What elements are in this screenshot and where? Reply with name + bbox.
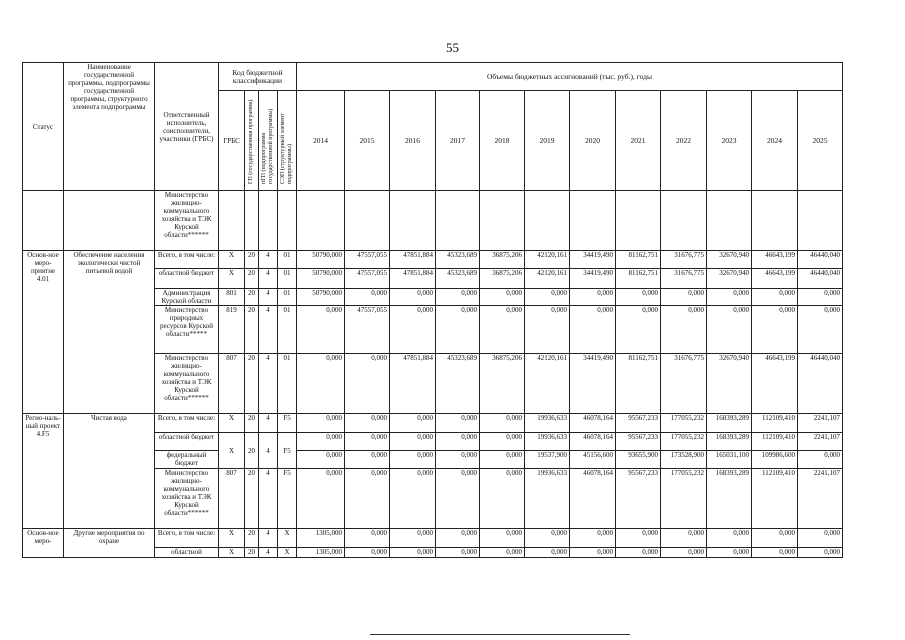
value-cell: 36875,206 <box>480 354 525 414</box>
header-sep: СЭП (структурный элемент подпрограммы) <box>278 91 297 191</box>
value-cell: 112109,410 <box>752 469 798 529</box>
grbs-cell: X <box>219 529 245 548</box>
value-cell: 0,000 <box>616 289 661 306</box>
value-cell: 31676,775 <box>661 354 707 414</box>
value-cell: 46643,199 <box>752 251 798 269</box>
executor-cell: Всего, в том числе: <box>155 414 219 433</box>
gp-cell: 20 <box>245 269 259 289</box>
sep-cell: X <box>278 529 297 548</box>
value-cell: 112109,410 <box>752 414 798 433</box>
value-cell: 45323,689 <box>436 251 480 269</box>
gp-cell: 20 <box>245 529 259 548</box>
value-cell: 47557,055 <box>345 251 390 269</box>
value-cell: 0,000 <box>390 469 436 529</box>
header-gp: ГП (государственная программа) <box>245 91 259 191</box>
value-cell <box>345 191 390 251</box>
value-cell: 31676,775 <box>661 269 707 289</box>
header-year: 2025 <box>798 91 843 191</box>
grbs-cell: 807 <box>219 354 245 414</box>
status-cell: Основ-ное меро-приятие 4.01 <box>23 251 64 414</box>
table-row <box>23 414 843 433</box>
sep-cell: 01 <box>278 306 297 354</box>
value-cell: 0,000 <box>798 548 843 558</box>
value-cell: 0,000 <box>436 469 480 529</box>
executor-cell: областной бюджет <box>155 433 219 451</box>
value-cell: 0,000 <box>345 289 390 306</box>
value-cell: 0,000 <box>480 306 525 354</box>
executor-cell: областной бюджет <box>155 269 219 289</box>
value-cell: 0,000 <box>390 306 436 354</box>
status-cell: Регио-наль-ный проект 4.F5 <box>23 414 64 529</box>
value-cell: 0,000 <box>436 451 480 469</box>
value-cell: 46643,199 <box>752 269 798 289</box>
value-cell: 19936,633 <box>525 414 570 433</box>
value-cell: 0,000 <box>390 451 436 469</box>
value-cell: 0,000 <box>436 289 480 306</box>
value-cell: 0,000 <box>525 289 570 306</box>
value-cell: 0,000 <box>570 548 616 558</box>
value-cell: 2241,107 <box>798 469 843 529</box>
pgp-cell: 4 <box>259 289 278 306</box>
value-cell: 0,000 <box>570 529 616 548</box>
value-cell: 95567,233 <box>616 414 661 433</box>
value-cell: 0,000 <box>436 433 480 451</box>
value-cell: 0,000 <box>661 306 707 354</box>
value-cell: 0,000 <box>707 548 752 558</box>
value-cell: 0,000 <box>345 354 390 414</box>
header-year: 2016 <box>390 91 436 191</box>
value-cell: 45323,689 <box>436 354 480 414</box>
grbs-cell: X <box>219 269 245 289</box>
value-cell: 0,000 <box>390 529 436 548</box>
value-cell: 0,000 <box>707 289 752 306</box>
value-cell: 46440,040 <box>798 354 843 414</box>
value-cell <box>707 191 752 251</box>
bottom-rule <box>370 634 630 635</box>
executor-cell: Всего, в том числе: <box>155 529 219 548</box>
value-cell: 0,000 <box>297 451 345 469</box>
executor-cell: Министерство жилищно-коммунального хозяйства и ТЭК Курской области****** <box>155 354 219 414</box>
header-year: 2023 <box>707 91 752 191</box>
value-cell: 31676,775 <box>661 251 707 269</box>
value-cell: 46440,040 <box>798 251 843 269</box>
value-cell: 0,000 <box>525 529 570 548</box>
executor-cell: Министерство жилищно-коммунального хозяйства и ТЭК Курской области****** <box>155 469 219 529</box>
name-cell <box>64 191 155 251</box>
value-cell: 165031,100 <box>707 451 752 469</box>
value-cell: 50790,000 <box>297 251 345 269</box>
value-cell: 46440,040 <box>798 269 843 289</box>
value-cell: 0,000 <box>480 289 525 306</box>
header-volumes: Объемы бюджетных ассигнований (тыс. руб.), годы <box>297 63 843 91</box>
value-cell: 42120,161 <box>525 354 570 414</box>
header-grbs: ГРБС <box>219 91 245 191</box>
value-cell <box>436 191 480 251</box>
value-cell: 0,000 <box>798 529 843 548</box>
value-cell: 0,000 <box>345 451 390 469</box>
status-cell <box>23 191 64 251</box>
value-cell: 0,000 <box>752 306 798 354</box>
header-budget-code: Код бюджетной классификации <box>219 63 297 91</box>
value-cell: 2241,107 <box>798 414 843 433</box>
value-cell: 0,000 <box>707 529 752 548</box>
pgp-cell: 4 <box>259 269 278 289</box>
value-cell: 47557,055 <box>345 269 390 289</box>
value-cell: 0,000 <box>436 306 480 354</box>
header-year: 2022 <box>661 91 707 191</box>
value-cell: 0,000 <box>480 433 525 451</box>
value-cell: 0,000 <box>752 548 798 558</box>
value-cell: 1305,000 <box>297 548 345 558</box>
gp-cell: 20 <box>245 414 259 433</box>
value-cell: 177055,232 <box>661 469 707 529</box>
header-year: 2017 <box>436 91 480 191</box>
value-cell: 0,000 <box>436 529 480 548</box>
value-cell: 95567,233 <box>616 433 661 451</box>
grbs-cell: X <box>219 433 245 469</box>
value-cell: 36875,206 <box>480 269 525 289</box>
value-cell: 177055,232 <box>661 414 707 433</box>
executor-cell: Министерство жилищно-коммунального хозяйства и ТЭК Курской области****** <box>155 191 219 251</box>
value-cell: 0,000 <box>390 433 436 451</box>
value-cell: 32670,940 <box>707 269 752 289</box>
value-cell: 0,000 <box>616 306 661 354</box>
sep-cell: 01 <box>278 354 297 414</box>
grbs-cell: 807 <box>219 469 245 529</box>
value-cell: 0,000 <box>390 414 436 433</box>
value-cell: 46643,199 <box>752 354 798 414</box>
value-cell: 19936,633 <box>525 433 570 451</box>
grbs-cell: X <box>219 548 245 558</box>
value-cell: 46078,164 <box>570 433 616 451</box>
value-cell: 0,000 <box>480 529 525 548</box>
value-cell: 0,000 <box>480 548 525 558</box>
grbs-cell <box>219 191 245 251</box>
gp-cell: 20 <box>245 548 259 558</box>
sep-cell: 01 <box>278 269 297 289</box>
value-cell: 0,000 <box>297 414 345 433</box>
value-cell: 177055,232 <box>661 433 707 451</box>
value-cell: 0,000 <box>436 548 480 558</box>
value-cell: 19936,633 <box>525 469 570 529</box>
gp-cell: 20 <box>245 251 259 269</box>
pgp-cell: 4 <box>259 354 278 414</box>
value-cell: 0,000 <box>480 414 525 433</box>
executor-cell: Всего, в том числе: <box>155 251 219 269</box>
value-cell: 0,000 <box>297 469 345 529</box>
value-cell: 0,000 <box>661 548 707 558</box>
header-year: 2019 <box>525 91 570 191</box>
value-cell <box>390 191 436 251</box>
value-cell: 168393,289 <box>707 433 752 451</box>
header-pgp: пГП (подпрограмма государственной программы) <box>259 91 278 191</box>
value-cell: 0,000 <box>297 306 345 354</box>
value-cell <box>661 191 707 251</box>
table-row <box>23 529 843 548</box>
budget-allocation-table <box>22 62 843 558</box>
header-year: 2018 <box>480 91 525 191</box>
sep-cell: 01 <box>278 251 297 269</box>
header-status: Статус <box>23 63 64 191</box>
gp-cell: 20 <box>245 433 259 469</box>
grbs-cell: X <box>219 251 245 269</box>
page-number: 55 <box>446 40 459 55</box>
value-cell: 168393,289 <box>707 414 752 433</box>
gp-cell <box>245 191 259 251</box>
value-cell: 32670,940 <box>707 354 752 414</box>
pgp-cell: 4 <box>259 469 278 529</box>
value-cell: 0,000 <box>570 306 616 354</box>
value-cell: 109986,600 <box>752 451 798 469</box>
value-cell: 45323,689 <box>436 269 480 289</box>
value-cell: 42120,161 <box>525 269 570 289</box>
sep-cell: F5 <box>278 433 297 469</box>
value-cell: 0,000 <box>345 529 390 548</box>
pgp-cell: 4 <box>259 414 278 433</box>
value-cell: 0,000 <box>616 548 661 558</box>
value-cell: 50790,000 <box>297 269 345 289</box>
value-cell: 0,000 <box>345 433 390 451</box>
name-cell: Чистая вода <box>64 414 155 529</box>
gp-cell: 20 <box>245 354 259 414</box>
pgp-cell: 4 <box>259 548 278 558</box>
executor-cell: областной <box>155 548 219 558</box>
pgp-cell: 4 <box>259 433 278 469</box>
header-year: 2014 <box>297 91 345 191</box>
value-cell: 2241,107 <box>798 433 843 451</box>
value-cell: 47557,055 <box>345 306 390 354</box>
value-cell: 42120,161 <box>525 251 570 269</box>
value-cell: 95567,233 <box>616 469 661 529</box>
value-cell: 47851,884 <box>390 251 436 269</box>
value-cell: 34419,490 <box>570 354 616 414</box>
sep-cell <box>278 191 297 251</box>
sep-cell: F5 <box>278 469 297 529</box>
value-cell: 0,000 <box>616 529 661 548</box>
value-cell: 32670,940 <box>707 251 752 269</box>
value-cell: 0,000 <box>480 451 525 469</box>
value-cell: 50790,000 <box>297 289 345 306</box>
value-cell <box>297 191 345 251</box>
value-cell: 112109,410 <box>752 433 798 451</box>
executor-cell: федеральный бюджет <box>155 451 219 469</box>
executor-cell: Администрация Курской области <box>155 289 219 306</box>
value-cell <box>616 191 661 251</box>
value-cell: 0,000 <box>390 289 436 306</box>
table-body <box>23 191 843 558</box>
status-cell: Основ-ное меро- <box>23 529 64 558</box>
value-cell <box>752 191 798 251</box>
gp-cell: 20 <box>245 289 259 306</box>
value-cell: 168393,289 <box>707 469 752 529</box>
grbs-cell: 819 <box>219 306 245 354</box>
value-cell <box>525 191 570 251</box>
grbs-cell: X <box>219 414 245 433</box>
value-cell: 0,000 <box>480 469 525 529</box>
value-cell <box>570 191 616 251</box>
value-cell: 0,000 <box>570 289 616 306</box>
value-cell: 0,000 <box>345 548 390 558</box>
grbs-cell: 801 <box>219 289 245 306</box>
value-cell: 47851,884 <box>390 354 436 414</box>
pgp-cell: 4 <box>259 306 278 354</box>
header-name: Наименование государственной программы, подпрограммы государственной программы, структурного элемента подпрограммы <box>64 63 155 191</box>
name-cell: Обеспечение населения экологически чистой питьевой водой <box>64 251 155 414</box>
executor-cell: Министерство природных ресурсов Курской области***** <box>155 306 219 354</box>
value-cell: 46078,164 <box>570 414 616 433</box>
header-year: 2020 <box>570 91 616 191</box>
value-cell: 81162,751 <box>616 354 661 414</box>
value-cell: 0,000 <box>390 548 436 558</box>
value-cell: 0,000 <box>798 289 843 306</box>
pgp-cell: 4 <box>259 529 278 548</box>
gp-cell: 20 <box>245 306 259 354</box>
value-cell: 0,000 <box>345 469 390 529</box>
value-cell: 81162,751 <box>616 269 661 289</box>
value-cell: 0,000 <box>525 306 570 354</box>
value-cell: 0,000 <box>436 414 480 433</box>
value-cell <box>798 191 843 251</box>
value-cell: 0,000 <box>661 289 707 306</box>
value-cell: 0,000 <box>345 414 390 433</box>
table-row <box>23 191 843 251</box>
value-cell: 81162,751 <box>616 251 661 269</box>
value-cell: 0,000 <box>798 306 843 354</box>
value-cell: 34419,490 <box>570 269 616 289</box>
value-cell: 0,000 <box>525 548 570 558</box>
value-cell: 0,000 <box>752 529 798 548</box>
value-cell: 0,000 <box>798 451 843 469</box>
value-cell: 93655,900 <box>616 451 661 469</box>
sep-cell: X <box>278 548 297 558</box>
value-cell: 1305,000 <box>297 529 345 548</box>
value-cell: 0,000 <box>661 529 707 548</box>
name-cell: Другие мероприятия по охране <box>64 529 155 558</box>
value-cell: 173528,900 <box>661 451 707 469</box>
value-cell: 0,000 <box>707 306 752 354</box>
value-cell: 46078,164 <box>570 469 616 529</box>
pgp-cell <box>259 191 278 251</box>
sep-cell: 01 <box>278 289 297 306</box>
value-cell: 0,000 <box>297 433 345 451</box>
table-row <box>23 251 843 269</box>
value-cell: 45156,600 <box>570 451 616 469</box>
value-cell: 47851,884 <box>390 269 436 289</box>
header-year: 2024 <box>752 91 798 191</box>
header-executor: Ответственный исполнитель, соисполнители, участники (ГРБС) <box>155 63 219 191</box>
gp-cell: 20 <box>245 469 259 529</box>
pgp-cell: 4 <box>259 251 278 269</box>
sep-cell: F5 <box>278 414 297 433</box>
value-cell: 0,000 <box>752 289 798 306</box>
value-cell: 34419,490 <box>570 251 616 269</box>
header-year: 2021 <box>616 91 661 191</box>
value-cell: 19537,900 <box>525 451 570 469</box>
value-cell <box>480 191 525 251</box>
header-year: 2015 <box>345 91 390 191</box>
value-cell: 0,000 <box>297 354 345 414</box>
value-cell: 36875,206 <box>480 251 525 269</box>
